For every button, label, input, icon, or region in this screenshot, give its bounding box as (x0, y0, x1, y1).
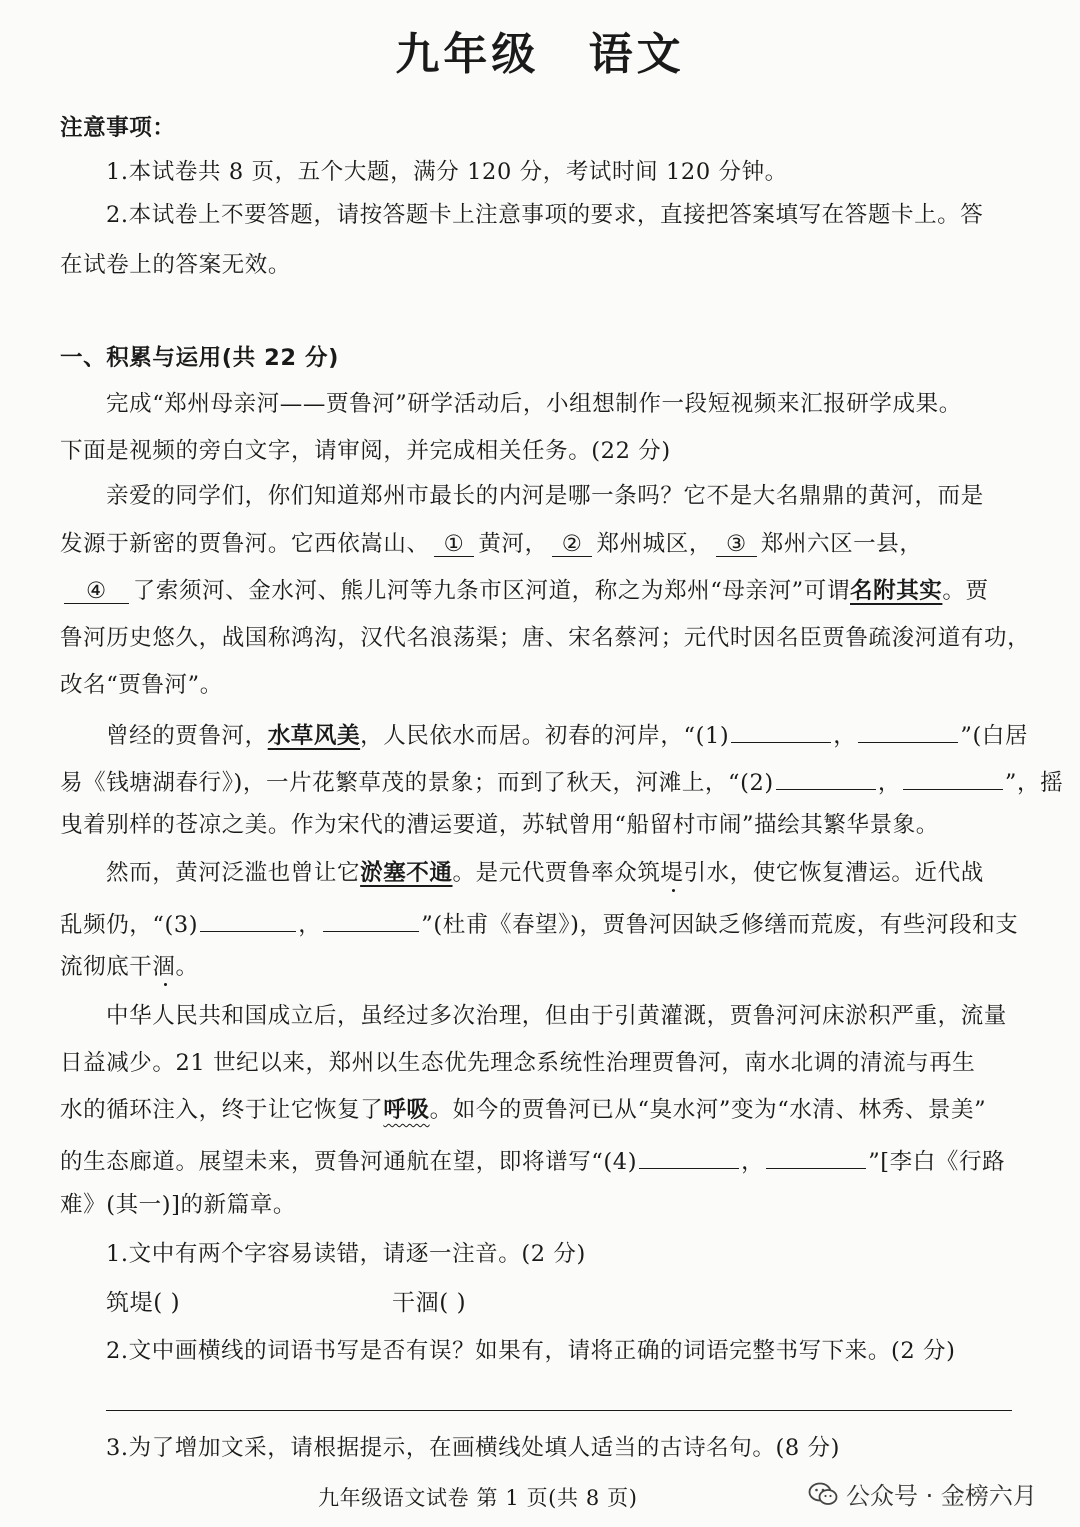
passage-line: 曳着别样的苍凉之美。作为宋代的漕运要道，苏轼曾用“船留村市闹”描绘其繁华景象。 (60, 812, 939, 838)
blank-3: ③ (716, 533, 757, 557)
poem-blank (200, 909, 296, 932)
question-2: 2.文中画横线的词语书写是否有误？如果有，请将正确的词语完整书写下来。(2 分) (106, 1338, 956, 1364)
poem-blank (639, 1146, 739, 1169)
underlined-word: 水草风美 (267, 723, 361, 749)
passage-line: 然而，黄河泛滥也曾让它淤塞不通。是元代贾鲁率众筑堤引水，使它恢复漕运。近代战 (106, 860, 984, 886)
q1-answer-2: 干涸( ) (392, 1290, 467, 1316)
passage-line: 的生态廊道。展望未来，贾鲁河通航在望，即将谱写“(4) ， ”[李白《行路 (60, 1146, 1005, 1174)
note-item-2-cont: 在试卷上的答案无效。 (60, 252, 292, 278)
passage-line: 日益减少。21 世纪以来，郑州以生态优先理念系统性治理贾鲁河，南水北调的清流与再生 (60, 1050, 976, 1076)
watermark (808, 1476, 1037, 1511)
blank-1: ① (434, 533, 475, 557)
section-heading: 一、积累与运用(共 22 分) (60, 345, 340, 371)
passage-line: 发源于新密的贾鲁河。它西依嵩山、 ① 黄河， ② 郑州城区， ③ 郑州六区一县， (60, 531, 923, 557)
watermark-text: 公众号 · 金榜六月 (846, 1482, 1037, 1510)
dotted-char: 堤 (660, 860, 684, 886)
q1-answer-1: 筑堤( ) (106, 1290, 181, 1316)
page-footer: 九年级语文试卷 第 1 页(共 8 页) (318, 1486, 638, 1510)
poem-blank (323, 909, 419, 932)
note-item-1: 1.本试卷共 8 页，五个大题，满分 120 分，考试时间 120 分钟。 (106, 159, 788, 185)
section-intro: 完成“郑州母亲河——贾鲁河”研学活动后，小组想制作一段短视频来汇报研学成果。 (106, 391, 962, 417)
passage-line: 易《钱塘湖春行》)，一片花繁草茂的景象；而到了秋天，河滩上，“(2) ， ”，摇 (60, 767, 1063, 795)
wavy-word: 呼吸 (383, 1097, 430, 1123)
page-title: 九年级 语文 (395, 29, 685, 80)
passage-line: 改名“贾鲁河”。 (60, 672, 223, 698)
passage-line: 曾经的贾鲁河，水草风美，人民依水而居。初春的河岸，“(1) ， ”(白居 (106, 720, 1028, 748)
poem-blank (858, 720, 958, 743)
passage-line: ④ 了索须河、金水河、熊儿河等九条市区河道，称之为郑州“母亲河”可谓名附其实。贾 (60, 580, 989, 604)
question-3: 3.为了增加文采，请根据提示，在画横线处填人适当的古诗名句。(8 分) (106, 1435, 840, 1461)
section-intro-cont: 下面是视频的旁白文字，请审阅，并完成相关任务。(22 分) (60, 438, 671, 464)
passage-line: 流彻底干涸。 (60, 954, 199, 980)
answer-line (106, 1410, 1012, 1411)
poem-blank (731, 720, 831, 743)
passage-line: 乱频仍，“(3) ， ”(杜甫《春望》)，贾鲁河因缺乏修缮而荒废，有些河段和支 (60, 909, 1018, 937)
underlined-word: 名附其实 (850, 578, 943, 604)
poem-blank (903, 767, 1003, 790)
blank-4: ④ (64, 580, 129, 604)
passage-line: 鲁河历史悠久，战国称鸿沟，汉代名浪荡渠；唐、宋名蔡河；元代时因名臣贾鲁疏浚河道有功， (60, 625, 1031, 651)
dotted-char: 涸 (152, 954, 176, 980)
passage-line: 亲爱的同学们，你们知道郑州市最长的内河是哪一条吗？它不是大名鼎鼎的黄河，而是 (106, 483, 984, 509)
blank-2: ② (552, 533, 593, 557)
notes-heading: 注意事项： (60, 115, 176, 141)
wechat-icon (808, 1481, 838, 1507)
question-1: 1.文中有两个字容易读错，请逐一注音。(2 分) (106, 1241, 586, 1267)
passage-line: 水的循环注入，终于让它恢复了呼吸。如今的贾鲁河已从“臭水河”变为“水清、林秀、景美” (60, 1097, 987, 1123)
passage-line: 中华人民共和国成立后，虽经过多次治理，但由于引黄灌溉，贾鲁河河床淤积严重，流量 (106, 1003, 1007, 1029)
poem-blank (776, 767, 876, 790)
note-item-2: 2.本试卷上不要答题，请按答题卡上注意事项的要求，直接把答案填写在答题卡上。答 (106, 202, 984, 228)
underlined-word: 淤塞不通 (360, 860, 453, 886)
passage-line: 难》(其一)]的新篇章。 (60, 1192, 297, 1218)
poem-blank (766, 1146, 866, 1169)
